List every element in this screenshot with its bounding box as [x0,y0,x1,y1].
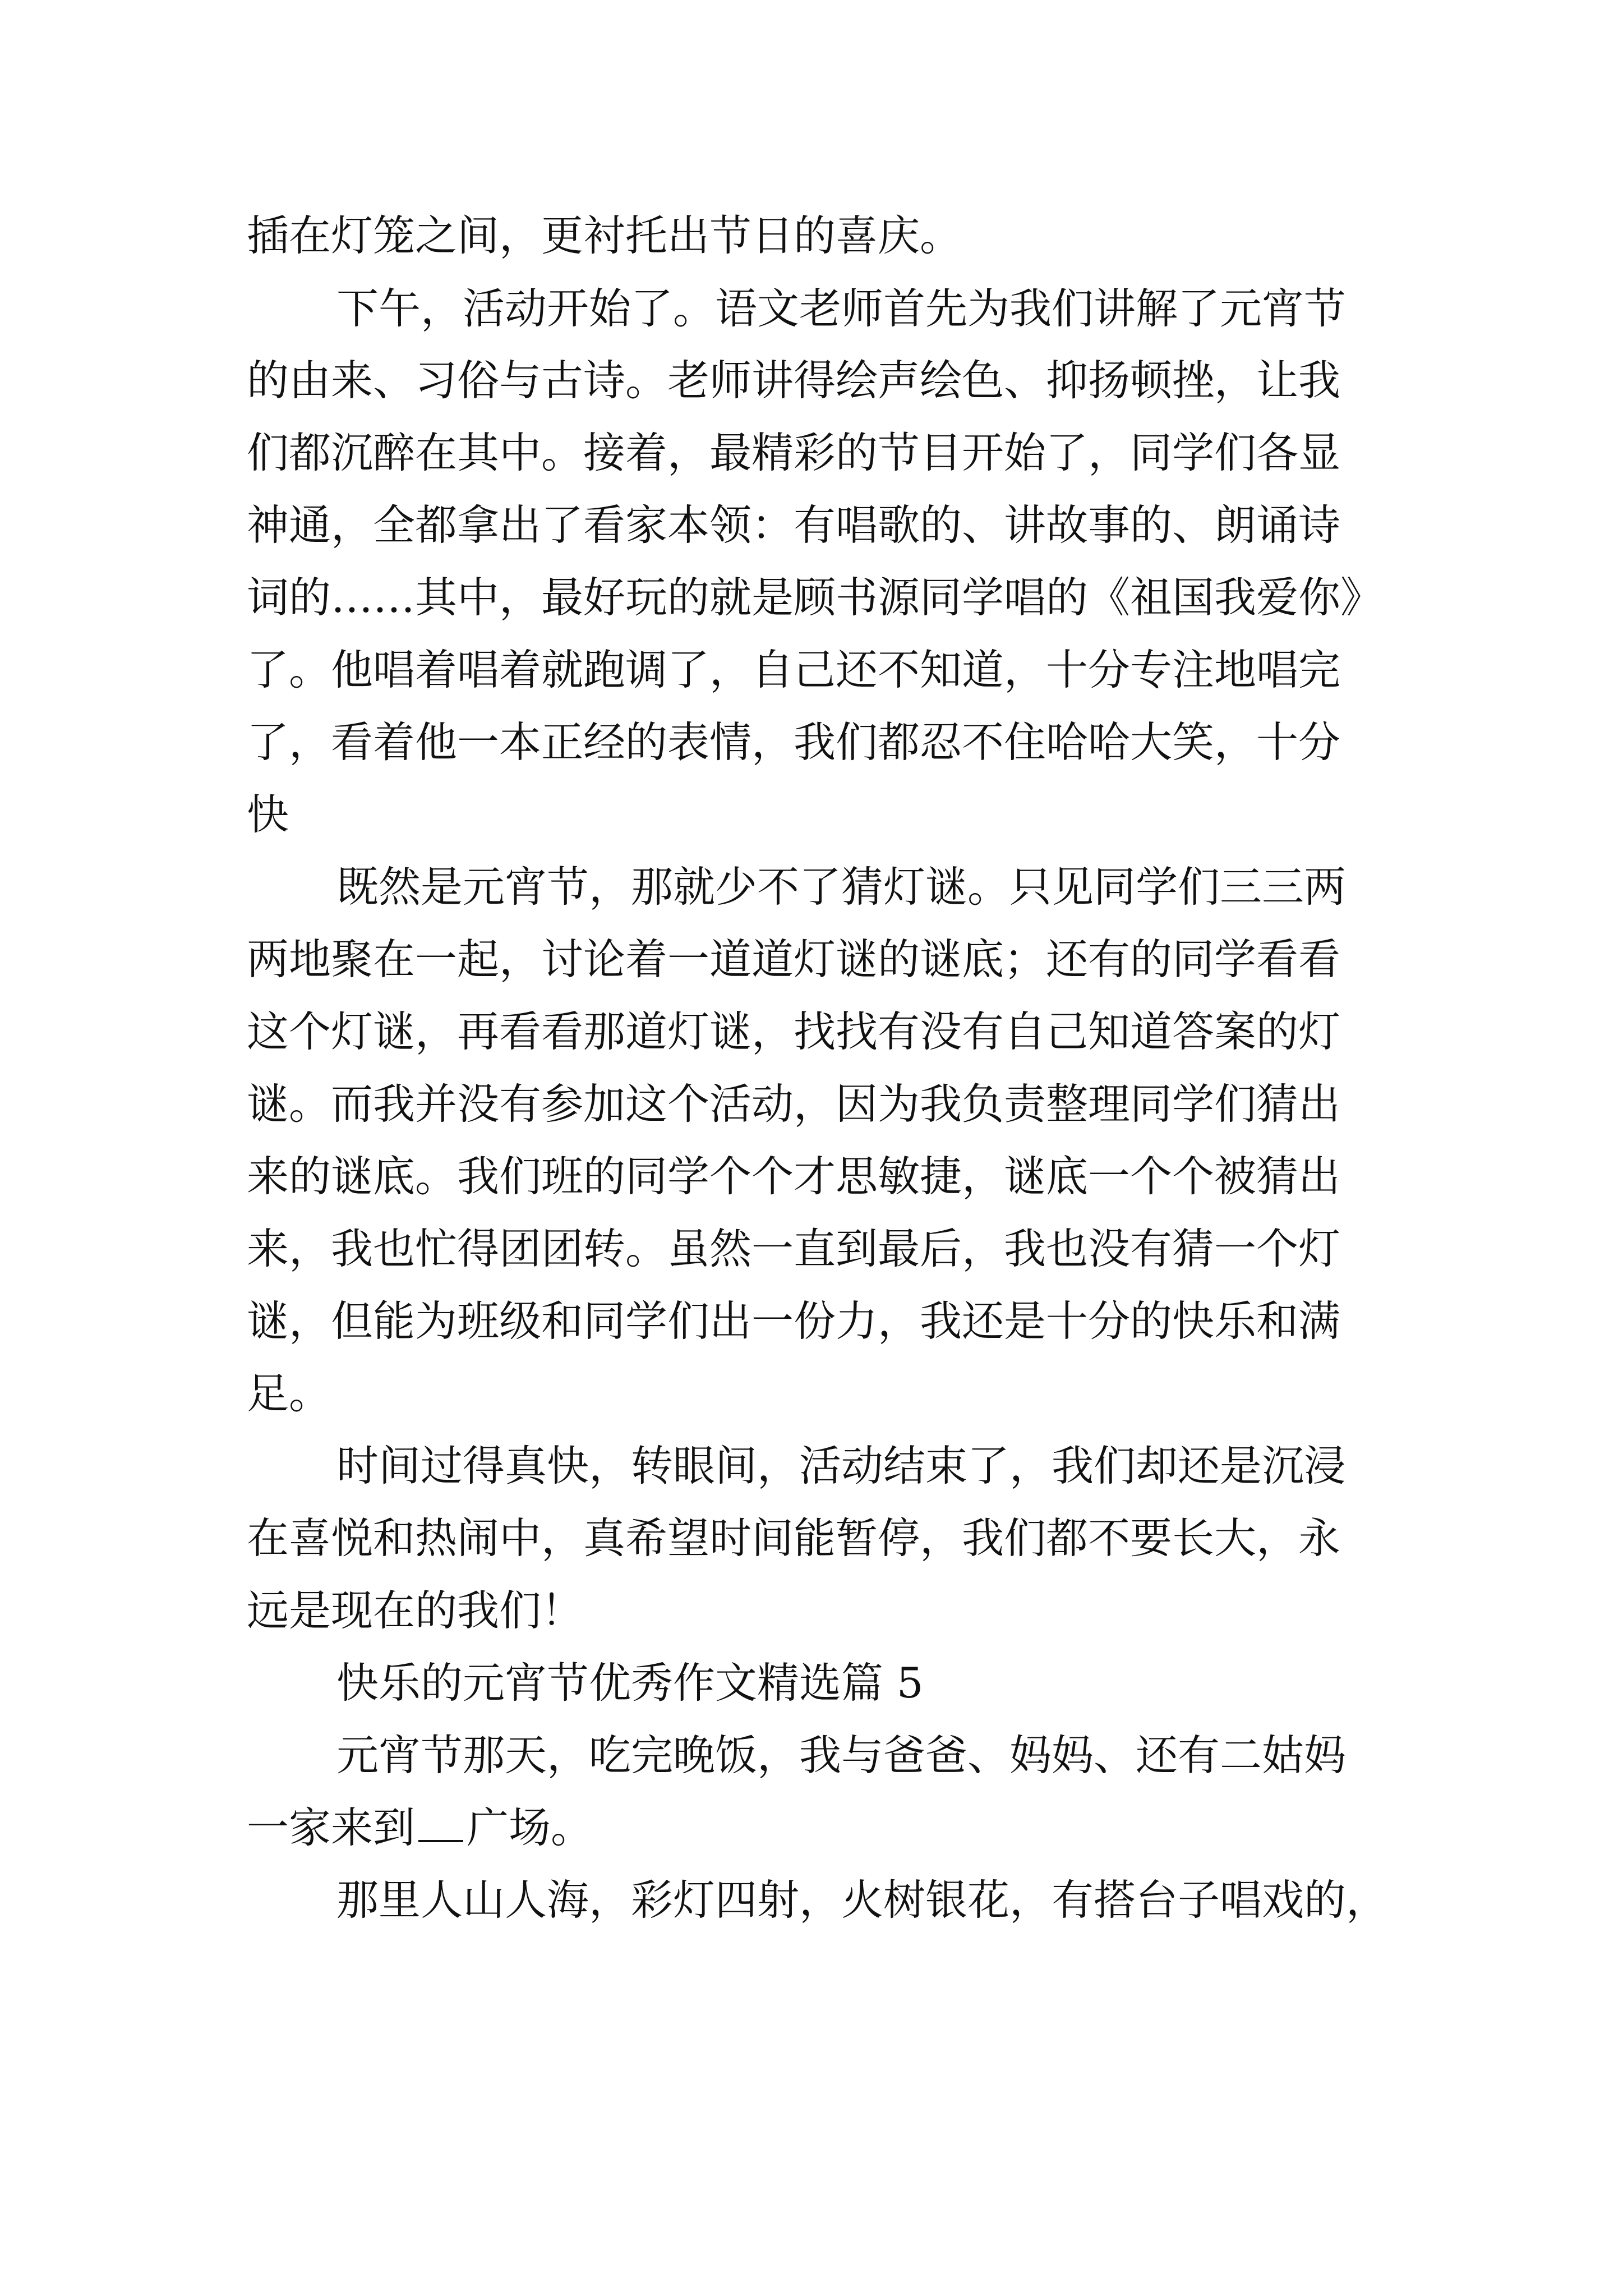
text-segment: 一家来到 [247,1803,416,1852]
text-line: 的由来、习俗与古诗。老师讲得绘声绘色、抑扬顿挫，让我 [247,356,1341,405]
text-line: 远是现在的我们！ [247,1586,584,1635]
text-line: 谜。而我并没有参加这个活动，因为我负责整理同学们猜出 [247,1079,1341,1129]
paragraph-first-line: 既然是元宵节，那就少不了猜灯谜。只见同学们三三两 [336,862,1347,912]
text-line: 了。他唱着唱着就跑调了，自己还不知道，十分专注地唱完 [247,645,1341,694]
fill-in-blank [418,1806,463,1842]
text-line: 快 [247,790,289,839]
text-line: 这个灯谜，再看看那道灯谜，找找有没有自己知道答案的灯 [247,1007,1341,1056]
text-line: 插在灯笼之间，更衬托出节日的喜庆。 [247,211,962,260]
text-line: 了，看着他一本正经的表情，我们都忍不住哈哈大笑，十分 [247,717,1341,767]
text-line-with-blank [247,1800,593,1856]
text-line: 词的……其中，最好玩的就是顾书源同学唱的《祖国我爱你》 [247,573,1383,622]
text-line: 来，我也忙得团团转。虽然一直到最后，我也没有猜一个灯 [247,1224,1341,1273]
text-segment: 广场。 [467,1803,593,1852]
text-line: 神通，全都拿出了看家本领：有唱歌的、讲故事的、朗诵诗 [247,500,1341,550]
text-line: 来的谜底。我们班的同学个个才思敏捷，谜底一个个被猜出 [247,1152,1341,1201]
paragraph-first-line: 下午，活动开始了。语文老师首先为我们讲解了元宵节 [336,284,1347,333]
text-line: 两地聚在一起，讨论着一道道灯谜的谜底；还有的同学看看 [247,935,1341,984]
paragraph-first-line: 时间过得真快，转眼间，活动结束了，我们却还是沉浸 [336,1441,1347,1490]
text-line: 在喜悦和热闹中，真希望时间能暂停，我们都不要长大，永 [247,1513,1341,1563]
text-line: 足。 [247,1369,331,1418]
text-line: 们都沉醉在其中。接着，最精彩的节目开始了，同学们各显 [247,428,1341,477]
section-heading: 快乐的元宵节优秀作文精选篇 5 [336,1658,924,1708]
paragraph-first-line: 元宵节那天，吃完晚饭，我与爸爸、妈妈、还有二姑妈 [336,1731,1347,1780]
paragraph-first-line: 那里人山人海，彩灯四射，火树银花，有搭台子唱戏的， [336,1875,1389,1925]
text-line: 谜，但能为班级和同学们出一份力，我还是十分的快乐和满 [247,1296,1341,1346]
